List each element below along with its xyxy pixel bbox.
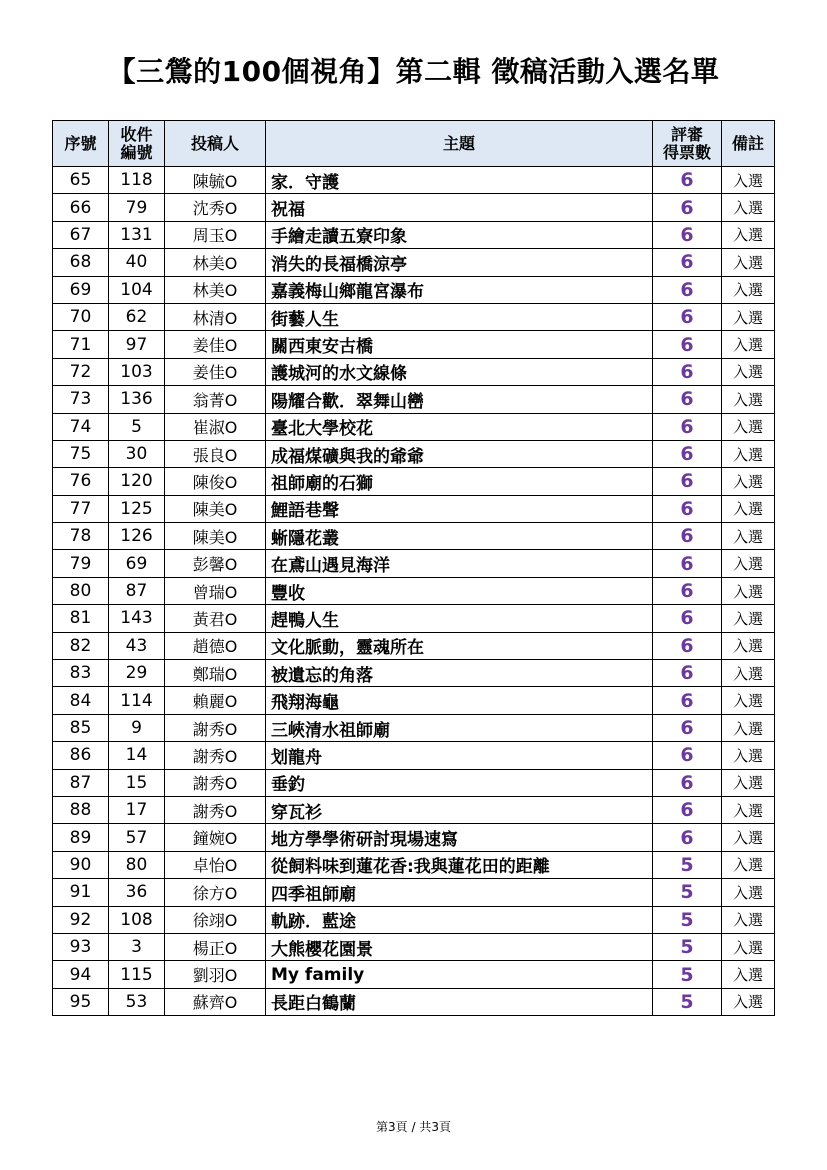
cell-author: 鄭瑞O (165, 660, 266, 687)
cell-seq: 71 (53, 331, 109, 358)
cell-votes: 6 (653, 523, 722, 550)
cell-receipt-no: 103 (109, 358, 165, 385)
cell-topic: 嘉義梅山鄉龍宮瀑布 (266, 276, 653, 303)
cell-votes: 6 (653, 303, 722, 330)
cell-author: 謝秀O (165, 769, 266, 796)
cell-note: 入選 (722, 961, 775, 988)
cell-author: 劉羽O (165, 961, 266, 988)
cell-votes: 6 (653, 769, 722, 796)
cell-note: 入選 (722, 249, 775, 276)
cell-topic: 手繪走讀五寮印象 (266, 221, 653, 248)
table-row (53, 796, 775, 823)
table-row (53, 468, 775, 495)
cell-note: 入選 (722, 742, 775, 769)
cell-topic: 從飼料味到蓮花香:我與蓮花田的距離 (266, 851, 653, 878)
table-row (53, 879, 775, 906)
cell-author: 張良O (165, 440, 266, 467)
cell-author: 崔淑O (165, 413, 266, 440)
cell-topic: 家．守護 (266, 167, 653, 194)
cell-receipt-no: 57 (109, 824, 165, 851)
cell-note: 入選 (722, 495, 775, 522)
cell-author: 姜佳O (165, 358, 266, 385)
table-row (53, 386, 775, 413)
table-row (53, 660, 775, 687)
cell-receipt-no: 62 (109, 303, 165, 330)
cell-seq: 95 (53, 988, 109, 1015)
cell-note: 入選 (722, 933, 775, 960)
cell-author: 林清O (165, 303, 266, 330)
cell-note: 入選 (722, 605, 775, 632)
table-row (53, 714, 775, 741)
cell-seq: 87 (53, 769, 109, 796)
cell-seq: 89 (53, 824, 109, 851)
cell-seq: 68 (53, 249, 109, 276)
header-author: 投稿人 (165, 121, 266, 167)
cell-topic: 穿瓦衫 (266, 796, 653, 823)
table-row (53, 413, 775, 440)
cell-seq: 92 (53, 906, 109, 933)
cell-topic: 大熊櫻花園景 (266, 933, 653, 960)
cell-votes: 6 (653, 440, 722, 467)
cell-topic: 蜥隱花叢 (266, 523, 653, 550)
cell-topic: 成福煤礦與我的爺爺 (266, 440, 653, 467)
cell-votes: 6 (653, 550, 722, 577)
cell-author: 卓怡O (165, 851, 266, 878)
cell-votes: 6 (653, 660, 722, 687)
cell-receipt-no: 104 (109, 276, 165, 303)
cell-receipt-no: 14 (109, 742, 165, 769)
cell-topic: 四季祖師廟 (266, 879, 653, 906)
table-row (53, 988, 775, 1015)
cell-votes: 6 (653, 249, 722, 276)
cell-note: 入選 (722, 167, 775, 194)
cell-topic: 街藝人生 (266, 303, 653, 330)
cell-topic: 豐收 (266, 577, 653, 604)
table-row (53, 221, 775, 248)
header-seq: 序號 (53, 121, 109, 167)
cell-note: 入選 (722, 331, 775, 358)
table-row (53, 495, 775, 522)
cell-receipt-no: 80 (109, 851, 165, 878)
cell-note: 入選 (722, 577, 775, 604)
cell-topic: 飛翔海龜 (266, 687, 653, 714)
cell-note: 入選 (722, 714, 775, 741)
table-row (53, 769, 775, 796)
cell-note: 入選 (722, 276, 775, 303)
cell-topic: My family (266, 961, 653, 988)
cell-topic: 陽耀合歡．翠舞山巒 (266, 386, 653, 413)
table-row (53, 194, 775, 221)
cell-topic: 趕鴨人生 (266, 605, 653, 632)
cell-votes: 5 (653, 851, 722, 878)
cell-note: 入選 (722, 358, 775, 385)
header-note: 備註 (722, 121, 775, 167)
table-row (53, 687, 775, 714)
cell-seq: 80 (53, 577, 109, 604)
cell-votes: 6 (653, 358, 722, 385)
cell-topic: 祝福 (266, 194, 653, 221)
cell-topic: 地方學學術研討現場速寫 (266, 824, 653, 851)
cell-seq: 74 (53, 413, 109, 440)
cell-receipt-no: 17 (109, 796, 165, 823)
table-row (53, 632, 775, 659)
cell-topic: 祖師廟的石獅 (266, 468, 653, 495)
cell-topic: 在鳶山遇見海洋 (266, 550, 653, 577)
cell-topic: 划龍舟 (266, 742, 653, 769)
cell-author: 楊正O (165, 933, 266, 960)
cell-receipt-no: 126 (109, 523, 165, 550)
cell-votes: 5 (653, 933, 722, 960)
cell-note: 入選 (722, 906, 775, 933)
cell-seq: 69 (53, 276, 109, 303)
cell-seq: 73 (53, 386, 109, 413)
cell-votes: 6 (653, 796, 722, 823)
page-title: 【三鶯的100個視角】第二輯 徵稿活動入選名單 (107, 55, 720, 88)
cell-topic: 長距白鶴蘭 (266, 988, 653, 1015)
cell-receipt-no: 118 (109, 167, 165, 194)
cell-note: 入選 (722, 796, 775, 823)
cell-votes: 6 (653, 577, 722, 604)
table-row (53, 358, 775, 385)
cell-seq: 72 (53, 358, 109, 385)
cell-topic: 臺北大學校花 (266, 413, 653, 440)
cell-seq: 88 (53, 796, 109, 823)
cell-author: 陳美O (165, 523, 266, 550)
cell-receipt-no: 9 (109, 714, 165, 741)
cell-seq: 77 (53, 495, 109, 522)
cell-seq: 94 (53, 961, 109, 988)
cell-note: 入選 (722, 194, 775, 221)
cell-note: 入選 (722, 303, 775, 330)
table-row (53, 577, 775, 604)
cell-note: 入選 (722, 851, 775, 878)
table-row (53, 961, 775, 988)
cell-votes: 6 (653, 413, 722, 440)
cell-seq: 67 (53, 221, 109, 248)
cell-votes: 6 (653, 605, 722, 632)
cell-note: 入選 (722, 468, 775, 495)
cell-seq: 79 (53, 550, 109, 577)
cell-note: 入選 (722, 824, 775, 851)
cell-topic: 消失的長福橋涼亭 (266, 249, 653, 276)
cell-receipt-no: 79 (109, 194, 165, 221)
page-footer: 第3頁 / 共3頁 (376, 1120, 451, 1134)
cell-author: 彭馨O (165, 550, 266, 577)
cell-author: 鐘婉O (165, 824, 266, 851)
cell-receipt-no: 87 (109, 577, 165, 604)
cell-votes: 6 (653, 495, 722, 522)
cell-topic: 鯉語巷聲 (266, 495, 653, 522)
cell-note: 入選 (722, 386, 775, 413)
cell-receipt-no: 36 (109, 879, 165, 906)
header-topic: 主題 (266, 121, 653, 167)
cell-votes: 5 (653, 961, 722, 988)
table-row (53, 440, 775, 467)
cell-note: 入選 (722, 550, 775, 577)
cell-topic: 被遺忘的角落 (266, 660, 653, 687)
cell-seq: 78 (53, 523, 109, 550)
cell-receipt-no: 3 (109, 933, 165, 960)
cell-note: 入選 (722, 523, 775, 550)
cell-author: 謝秀O (165, 742, 266, 769)
cell-topic: 垂釣 (266, 769, 653, 796)
cell-author: 陳毓O (165, 167, 266, 194)
header-votes: 評審 得票數 (653, 121, 722, 167)
cell-seq: 66 (53, 194, 109, 221)
cell-author: 謝秀O (165, 796, 266, 823)
cell-note: 入選 (722, 440, 775, 467)
cell-receipt-no: 125 (109, 495, 165, 522)
cell-topic: 文化脈動，靈魂所在 (266, 632, 653, 659)
cell-votes: 6 (653, 194, 722, 221)
cell-seq: 90 (53, 851, 109, 878)
table-row (53, 742, 775, 769)
table-row (53, 824, 775, 851)
cell-seq: 91 (53, 879, 109, 906)
cell-seq: 65 (53, 167, 109, 194)
cell-votes: 6 (653, 468, 722, 495)
cell-seq: 70 (53, 303, 109, 330)
cell-receipt-no: 136 (109, 386, 165, 413)
cell-note: 入選 (722, 769, 775, 796)
cell-note: 入選 (722, 660, 775, 687)
cell-author: 姜佳O (165, 331, 266, 358)
cell-receipt-no: 69 (109, 550, 165, 577)
cell-author: 賴麗O (165, 687, 266, 714)
cell-votes: 5 (653, 879, 722, 906)
table-row (53, 303, 775, 330)
cell-votes: 6 (653, 742, 722, 769)
cell-receipt-no: 108 (109, 906, 165, 933)
cell-receipt-no: 143 (109, 605, 165, 632)
cell-seq: 86 (53, 742, 109, 769)
cell-receipt-no: 5 (109, 413, 165, 440)
cell-receipt-no: 43 (109, 632, 165, 659)
cell-votes: 5 (653, 906, 722, 933)
cell-receipt-no: 30 (109, 440, 165, 467)
table-row (53, 249, 775, 276)
cell-votes: 6 (653, 687, 722, 714)
cell-seq: 83 (53, 660, 109, 687)
cell-seq: 93 (53, 933, 109, 960)
cell-author: 徐翊O (165, 906, 266, 933)
cell-author: 黃君O (165, 605, 266, 632)
cell-author: 林美O (165, 276, 266, 303)
table-header-row (53, 121, 775, 167)
table-row (53, 550, 775, 577)
cell-author: 曾瑞O (165, 577, 266, 604)
cell-votes: 6 (653, 632, 722, 659)
cell-note: 入選 (722, 413, 775, 440)
cell-receipt-no: 120 (109, 468, 165, 495)
cell-seq: 81 (53, 605, 109, 632)
table-row (53, 605, 775, 632)
table-row (53, 906, 775, 933)
cell-author: 趙德O (165, 632, 266, 659)
cell-author: 謝秀O (165, 714, 266, 741)
cell-topic: 三峽清水祖師廟 (266, 714, 653, 741)
table-row (53, 331, 775, 358)
cell-note: 入選 (722, 632, 775, 659)
cell-votes: 6 (653, 167, 722, 194)
cell-receipt-no: 53 (109, 988, 165, 1015)
cell-seq: 75 (53, 440, 109, 467)
selection-table (52, 120, 775, 1016)
header-receipt-no: 收件 編號 (109, 121, 165, 167)
cell-author: 陳俊O (165, 468, 266, 495)
cell-votes: 6 (653, 824, 722, 851)
cell-author: 蘇齊O (165, 988, 266, 1015)
table-body (53, 167, 775, 1016)
cell-votes: 6 (653, 276, 722, 303)
cell-topic: 關西東安古橋 (266, 331, 653, 358)
cell-seq: 82 (53, 632, 109, 659)
cell-receipt-no: 114 (109, 687, 165, 714)
cell-note: 入選 (722, 221, 775, 248)
cell-author: 沈秀O (165, 194, 266, 221)
table-row (53, 933, 775, 960)
cell-votes: 6 (653, 331, 722, 358)
cell-author: 徐方O (165, 879, 266, 906)
cell-seq: 76 (53, 468, 109, 495)
cell-note: 入選 (722, 687, 775, 714)
cell-votes: 6 (653, 714, 722, 741)
cell-seq: 85 (53, 714, 109, 741)
cell-note: 入選 (722, 879, 775, 906)
cell-topic: 護城河的水文線條 (266, 358, 653, 385)
cell-note: 入選 (722, 988, 775, 1015)
cell-receipt-no: 29 (109, 660, 165, 687)
cell-receipt-no: 115 (109, 961, 165, 988)
cell-receipt-no: 40 (109, 249, 165, 276)
table-row (53, 523, 775, 550)
cell-votes: 6 (653, 386, 722, 413)
table-row (53, 276, 775, 303)
cell-receipt-no: 15 (109, 769, 165, 796)
cell-author: 林美O (165, 249, 266, 276)
table-row (53, 167, 775, 194)
cell-seq: 84 (53, 687, 109, 714)
cell-receipt-no: 97 (109, 331, 165, 358)
table-row (53, 851, 775, 878)
cell-receipt-no: 131 (109, 221, 165, 248)
cell-author: 陳美O (165, 495, 266, 522)
cell-topic: 軌跡．藍途 (266, 906, 653, 933)
cell-votes: 5 (653, 988, 722, 1015)
cell-author: 周玉O (165, 221, 266, 248)
cell-author: 翁菁O (165, 386, 266, 413)
cell-votes: 6 (653, 221, 722, 248)
